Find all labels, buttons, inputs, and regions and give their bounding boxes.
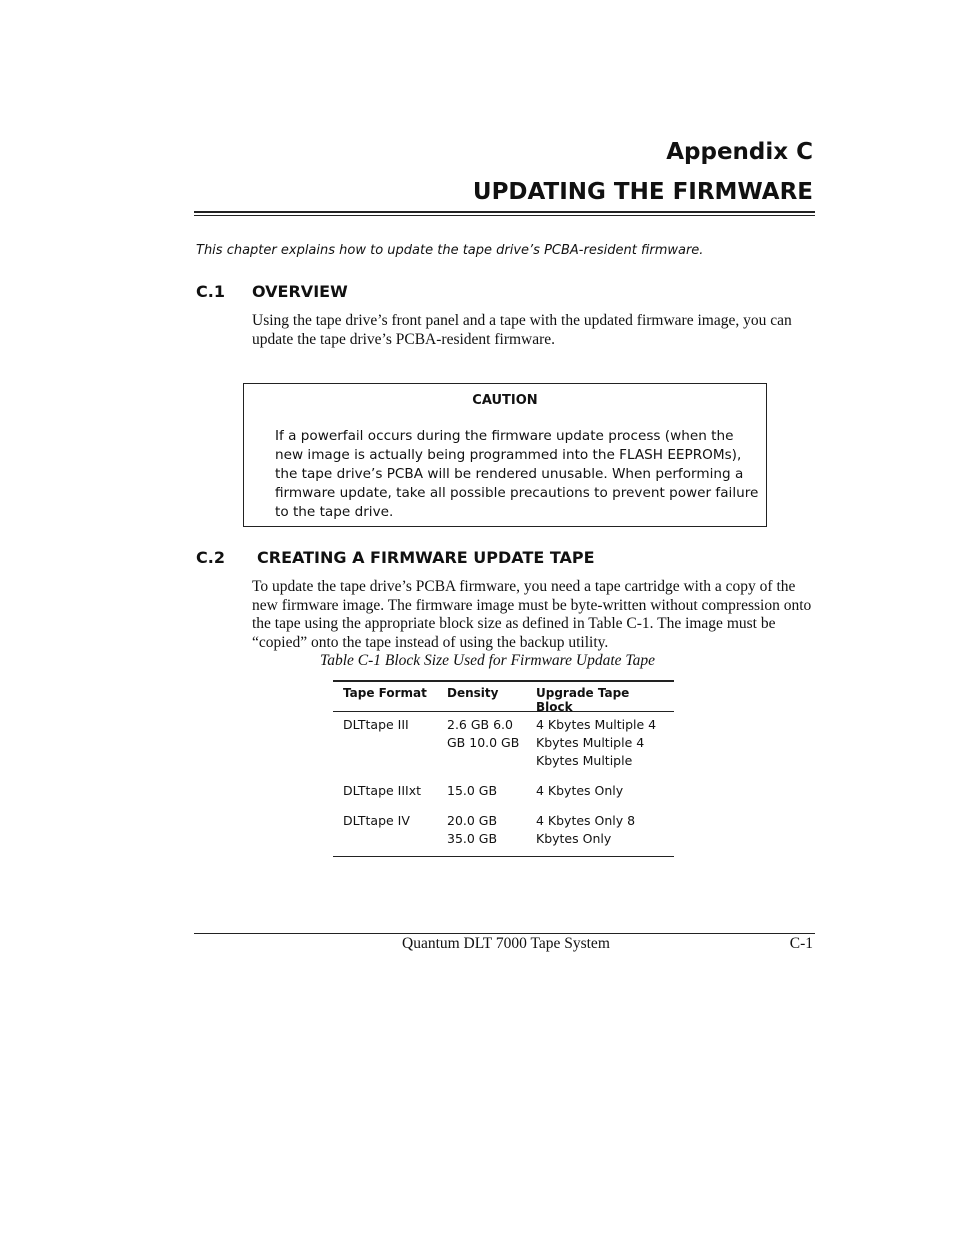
caution-text: If a powerfail occurs during the firmware update process (when the new image is actually being programmed into the FLASH EEPROMs), the tape drive’s PCBA will be rendered unusable. When performing a firmware update, take all possible precautions to prevent power failure to the tape drive. [275, 428, 759, 520]
appendix-label: Appendix C [666, 139, 813, 165]
table-cell-block: 4 Kbytes Only 8 Kbytes Only [536, 813, 636, 846]
section-number-c1: C.1 [196, 282, 225, 301]
footer-title: Quantum DLT 7000 Tape System [402, 935, 610, 952]
table-bottom-rule [333, 856, 674, 857]
table-header-upgrade-block: Upgrade Tape Block [536, 686, 630, 714]
table-cell-density: 15.0 GB [447, 783, 498, 798]
table-header-density: Density [447, 686, 499, 700]
table-cell-density: 20.0 GB 35.0 GB [447, 813, 498, 846]
table-header-tape-format: Tape Format [343, 686, 427, 700]
caution-title: CAUTION [472, 393, 538, 408]
table-cell-block: 4 Kbytes Only [536, 783, 624, 798]
overview-paragraph: Using the tape drive’s front panel and a tape with the updated firmware image, you can update the tape drive’s PCBA-resident firmware. [252, 312, 792, 348]
section-title-firmware-update-tape: CREATING A FIRMWARE UPDATE TAPE [257, 548, 595, 567]
section-title-overview: OVERVIEW [252, 282, 348, 301]
table-cell-format: DLTtape IIIxt [343, 783, 422, 798]
table-top-rule [333, 680, 674, 682]
footer-page-number: C-1 [789, 935, 813, 952]
firmware-tape-paragraph: To update the tape drive’s PCBA firmware, you need a tape cartridge with a copy of the new firmware image. The firmware image must be byte-written without compression onto the tape using the appropriate block size as defined in Table C-1. The image must be “copied” onto the tape instead of using the backup utility. [252, 578, 812, 651]
header-rule-thick [194, 211, 815, 213]
caution-box [243, 383, 767, 527]
header-rule-thin [194, 215, 815, 216]
table-cell-density: 2.6 GB 6.0 GB 10.0 GB [447, 717, 520, 750]
footer-rule [194, 933, 815, 934]
table-caption: Table C-1 Block Size Used for Firmware Update Tape [320, 652, 655, 669]
table-header-rule [333, 711, 674, 712]
chapter-title: UPDATING THE FIRMWARE [472, 179, 813, 205]
section-number-c2: C.2 [196, 548, 225, 567]
table-cell-format: DLTtape III [343, 717, 409, 732]
table-cell-block: 4 Kbytes Multiple 4 Kbytes Multiple 4 Kbytes Multiple [536, 717, 657, 768]
table-cell-format: DLTtape IV [343, 813, 410, 828]
chapter-intro: This chapter explains how to update the tape drive’s PCBA-resident firmware. [196, 243, 704, 258]
